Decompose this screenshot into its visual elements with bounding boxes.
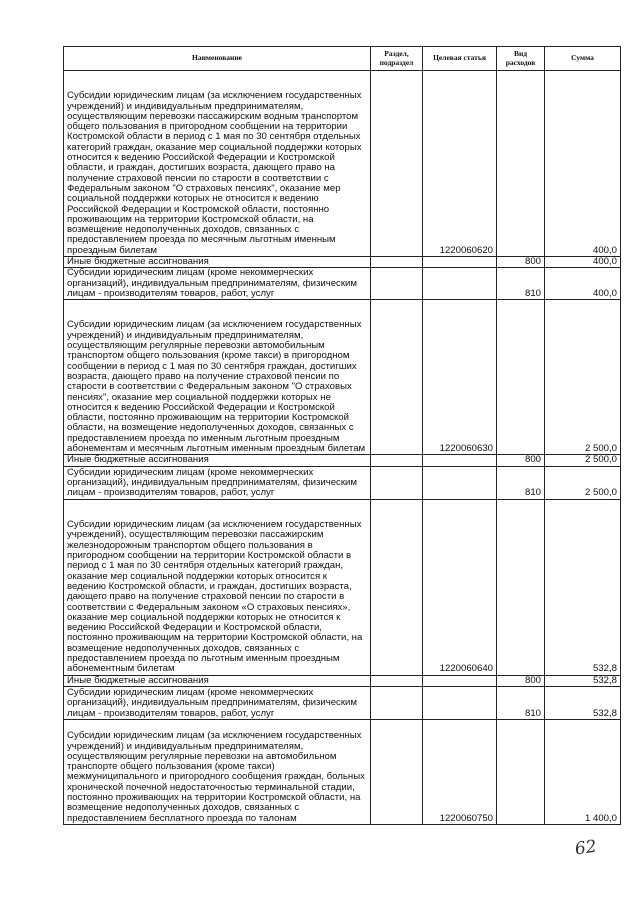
row-section (371, 257, 423, 268)
page-number: 62 (573, 836, 598, 860)
header-section: Раздел, подраздел (371, 47, 423, 71)
row-target: 1220060750 (423, 719, 497, 824)
row-section (371, 499, 423, 675)
row-name: Субсидии юридическим лицам (кроме некоммерческих организаций), индивидуальным предпринимателям, физическим лицам - производителям товаров, работ, услуг (64, 686, 371, 719)
row-section (371, 719, 423, 824)
row-target: 1220060620 (423, 71, 497, 257)
budget-sheet (63, 46, 620, 825)
row-sum: 400,0 (545, 268, 621, 300)
row-target (423, 455, 497, 466)
row-section (371, 455, 423, 466)
row-section (371, 71, 423, 257)
row-section (371, 268, 423, 300)
row-sum: 2 500,0 (545, 455, 621, 466)
row-name: Иные бюджетные ассигнования (64, 455, 371, 466)
row-target (423, 268, 497, 300)
row-expense (497, 719, 545, 824)
table-row (64, 499, 621, 675)
table-row (64, 300, 621, 455)
row-name: Субсидии юридическим лицам (за исключением государственных учреждений) и индивидуальным предпринимателям, осуществляющим регулярные перевозки автомобильным транспортом общего пользования (кроме такси) в пригородном сообщении в период с 1 мая по 30 сентября граждан, достигших возраста, дающего право на получение страховой пенсии по старости в соответствии с Федеральным законом "О страховых пенсиях", оказание мер социальной поддержки которых не относится к ведению Российской Федерации и Костромской области, постоянно проживающим на территории Костромской области, на возмещение недополученных доходов, связанных с предоставлением проезда по именным льготным проездным абонементам и месячным льготным именным проездным билетам (64, 300, 371, 455)
header-sum: Сумма (545, 47, 621, 71)
row-expense: 800 (497, 455, 545, 466)
header-name: Наименование (64, 47, 371, 71)
row-section (371, 300, 423, 455)
row-sum: 532,8 (545, 499, 621, 675)
row-expense: 810 (497, 268, 545, 300)
row-section (371, 675, 423, 686)
row-expense (497, 499, 545, 675)
table-row (64, 455, 621, 466)
row-name: Субсидии юридическим лицам (за исключением государственных учреждений) и индивидуальным предпринимателям, осуществляющим регулярные перевозки на автомобильном транспорте общего пользования (кроме такси) межмуниципального и пригородного сообщения граждан, больных хронической почечной недостаточностью терминальной стадии, постоянно проживающих на территории Костромской области, на возмещение недополученных доходов, связанных с предоставлением бесплатного проезда по талонам (64, 719, 371, 824)
row-target: 1220060640 (423, 499, 497, 675)
row-target (423, 466, 497, 499)
row-target (423, 257, 497, 268)
row-expense: 810 (497, 466, 545, 499)
table-row (64, 257, 621, 268)
table-row (64, 71, 621, 257)
table-row (64, 719, 621, 824)
row-section (371, 686, 423, 719)
row-name: Иные бюджетные ассигнования (64, 675, 371, 686)
row-name: Иные бюджетные ассигнования (64, 257, 371, 268)
table-row (64, 686, 621, 719)
header-expense: Вид расходов (497, 47, 545, 71)
row-target (423, 675, 497, 686)
table-header-row (64, 47, 621, 71)
table-row (64, 675, 621, 686)
budget-table (63, 46, 621, 825)
row-name: Субсидии юридическим лицам (за исключением государственных учреждений) и индивидуальным предпринимателям, осуществляющим перевозки пассажирским водным транспортом общего пользования в пригородном сообщении на территории Костромской области в период с 1 мая по 30 сентября отдельных категорий граждан, оказание мер социальной поддержки которых относится к ведению Российской Федерации и Костромской области, и граждан, достигших возраста, дающего право на получение страховой пенсии по старости в соответствии с Федеральным законом "О страховых пенсиях", оказание мер социальной поддержки которых не относится к ведению Российской Федерации и Костромской области, постоянно проживающим на территории Костромской области, на возмещение недополученных доходов, связанных с предоставлением проезда по месячным льготным именным проездным билетам (64, 71, 371, 257)
row-target: 1220060630 (423, 300, 497, 455)
row-sum: 2 500,0 (545, 466, 621, 499)
row-sum: 1 400,0 (545, 719, 621, 824)
row-sum: 532,8 (545, 675, 621, 686)
row-expense: 810 (497, 686, 545, 719)
row-sum: 400,0 (545, 71, 621, 257)
row-name: Субсидии юридическим лицам (кроме некоммерческих организаций), индивидуальным предпринимателям, физическим лицам - производителям товаров, работ, услуг (64, 268, 371, 300)
row-expense (497, 300, 545, 455)
row-section (371, 466, 423, 499)
row-sum: 532,8 (545, 686, 621, 719)
table-row (64, 466, 621, 499)
row-target (423, 686, 497, 719)
row-expense: 800 (497, 257, 545, 268)
header-target: Целевая статья (423, 47, 497, 71)
row-sum: 400,0 (545, 257, 621, 268)
row-expense (497, 71, 545, 257)
row-expense: 800 (497, 675, 545, 686)
table-body (64, 71, 621, 825)
table-row (64, 268, 621, 300)
row-sum: 2 500,0 (545, 300, 621, 455)
row-name: Субсидии юридическим лицам (за исключением государственных учреждений), осуществляющим перевозки пассажирским железнодорожным транспортом общего пользования в пригородном сообщении на территории Костромской области в период с 1 мая по 30 сентября отдельных категорий граждан, оказание мер социальной поддержки которых относится к ведению Костромской области, и граждан, достигших возраста, дающего право на получение страховой пенсии по старости в соответствии с Федеральным законом «О страховых пенсиях», оказание мер социальной поддержки которых не относится к ведению Российской Федерации и Костромской области, постоянно проживающим на территории Костромской области, на возмещение недополученных доходов, связанных с предоставлением проезда по льготным именным проездным абонементным билетам (64, 499, 371, 675)
row-name: Субсидии юридическим лицам (кроме некоммерческих организаций), индивидуальным предпринимателям, физическим лицам - производителям товаров, работ, услуг (64, 466, 371, 499)
